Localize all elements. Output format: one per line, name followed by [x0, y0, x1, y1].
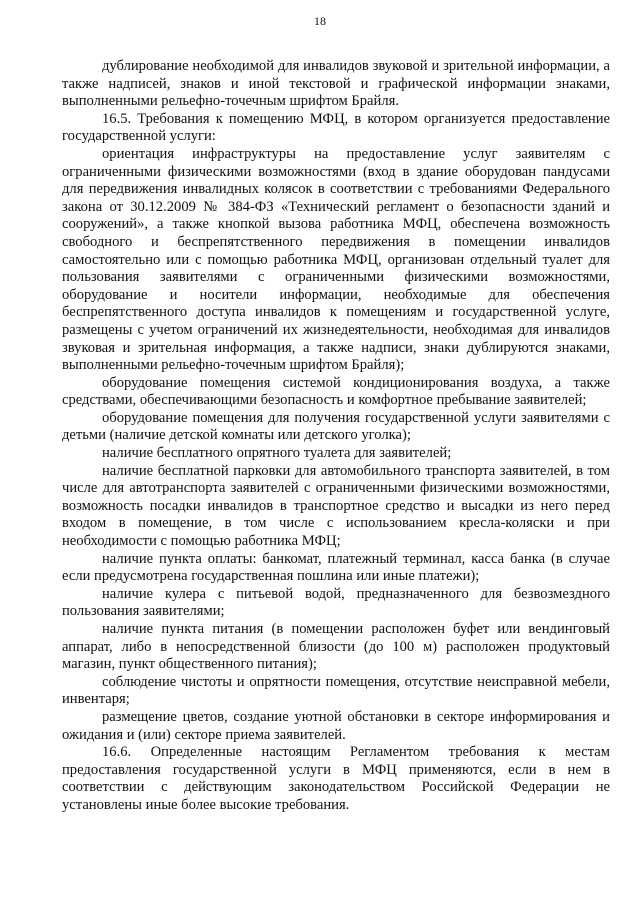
paragraph-parking: наличие бесплатной парковки для автомобильного транспорта заявителей, в том числе для автотранспорта заявителей с ограниченными физическими возможностями, возможность посадки инвалидов в транспортное средство и высадки из него перед входом в помещение, в том числе с использованием кресла-коляски и при необходимости с помощью работника МФЦ;: [62, 462, 610, 550]
paragraph-flowers-comfort: размещение цветов, создание уютной обстановки в секторе информирования и ожидания и (или) секторе приема заявителей.: [62, 708, 610, 743]
paragraph-cleanliness: соблюдение чистоты и опрятности помещения, отсутствие неисправной мебели, инвентаря;: [62, 673, 610, 708]
paragraph-payment-point: наличие пункта оплаты: банкомат, платежный терминал, касса банка (в случае если предусмотрена государственная пошлина или иные платежи);: [62, 550, 610, 585]
page-number: 18: [314, 14, 326, 28]
paragraph-air-conditioning: оборудование помещения системой кондиционирования воздуха, а также средствами, обеспечивающими безопасность и комфортное пребывание заявителей;: [62, 374, 610, 409]
paragraph-water-cooler: наличие кулера с питьевой водой, предназначенного для безвозмездного пользования заявителями;: [62, 585, 610, 620]
paragraph-toilet: наличие бесплатного опрятного туалета для заявителей;: [102, 445, 452, 462]
paragraph-braille-duplication: дублирование необходимой для инвалидов звуковой и зрительной информации, а также надписей, знаков и иной текстовой и графической информации знаками, выполненными рельефно-точечным шрифтом Брайля.: [62, 58, 610, 110]
paragraph-food-point: наличие пункта питания (в помещении расположен буфет или вендинговый аппарат, либо в непосредственной близости (до 100 м) расположен продуктовый магазин, пункт общественного питания);: [62, 621, 610, 673]
paragraph-16-6: 16.6. Определенные настоящим Регламентом требования к местам предоставления государственной услуги в МФЦ применяются, если в нем в соответствии с действующим законодательством Российской Федерации не установлены иные более высокие требования.: [62, 744, 610, 813]
paragraph-infrastructure: ориентация инфраструктуры на предоставление услуг заявителям с ограниченными физическими возможностями (вход в здание оборудован пандусами для передвижения инвалидных колясок в соответствии с требованиями Федерального закона от 30.12.2009 № 384-ФЗ «Технический регламент о безопасности зданий и сооружений», а также кнопкой вызова работника МФЦ, обеспечена возможность свободного и беспрепятственного передвижения в помещении инвалидов самостоятельно или с помощью работника МФЦ, организован отдельный туалет для пользования заявителями с ограниченными физическими возможностями, оборудование и носители информации, необходимые для обеспечения беспрепятственного доступа инвалидов к помещениям и государственной услуге, размещены с учетом ограничений их жизнедеятельности, необходимая для инвалидов звуковая и зрительная информация, а также надписи, знаки дублируются знаками, выполненными рельефно-точечным шрифтом Брайля);: [62, 145, 610, 374]
document-body: [62, 58, 610, 815]
paragraph-children-room: оборудование помещения для получения государственной услуги заявителями с детьми (наличие детской комнаты или детского уголка);: [62, 409, 610, 444]
paragraph-16-5-heading: 16.5. Требования к помещению МФЦ, в котором организуется предоставление государственной услуги:: [62, 110, 610, 145]
